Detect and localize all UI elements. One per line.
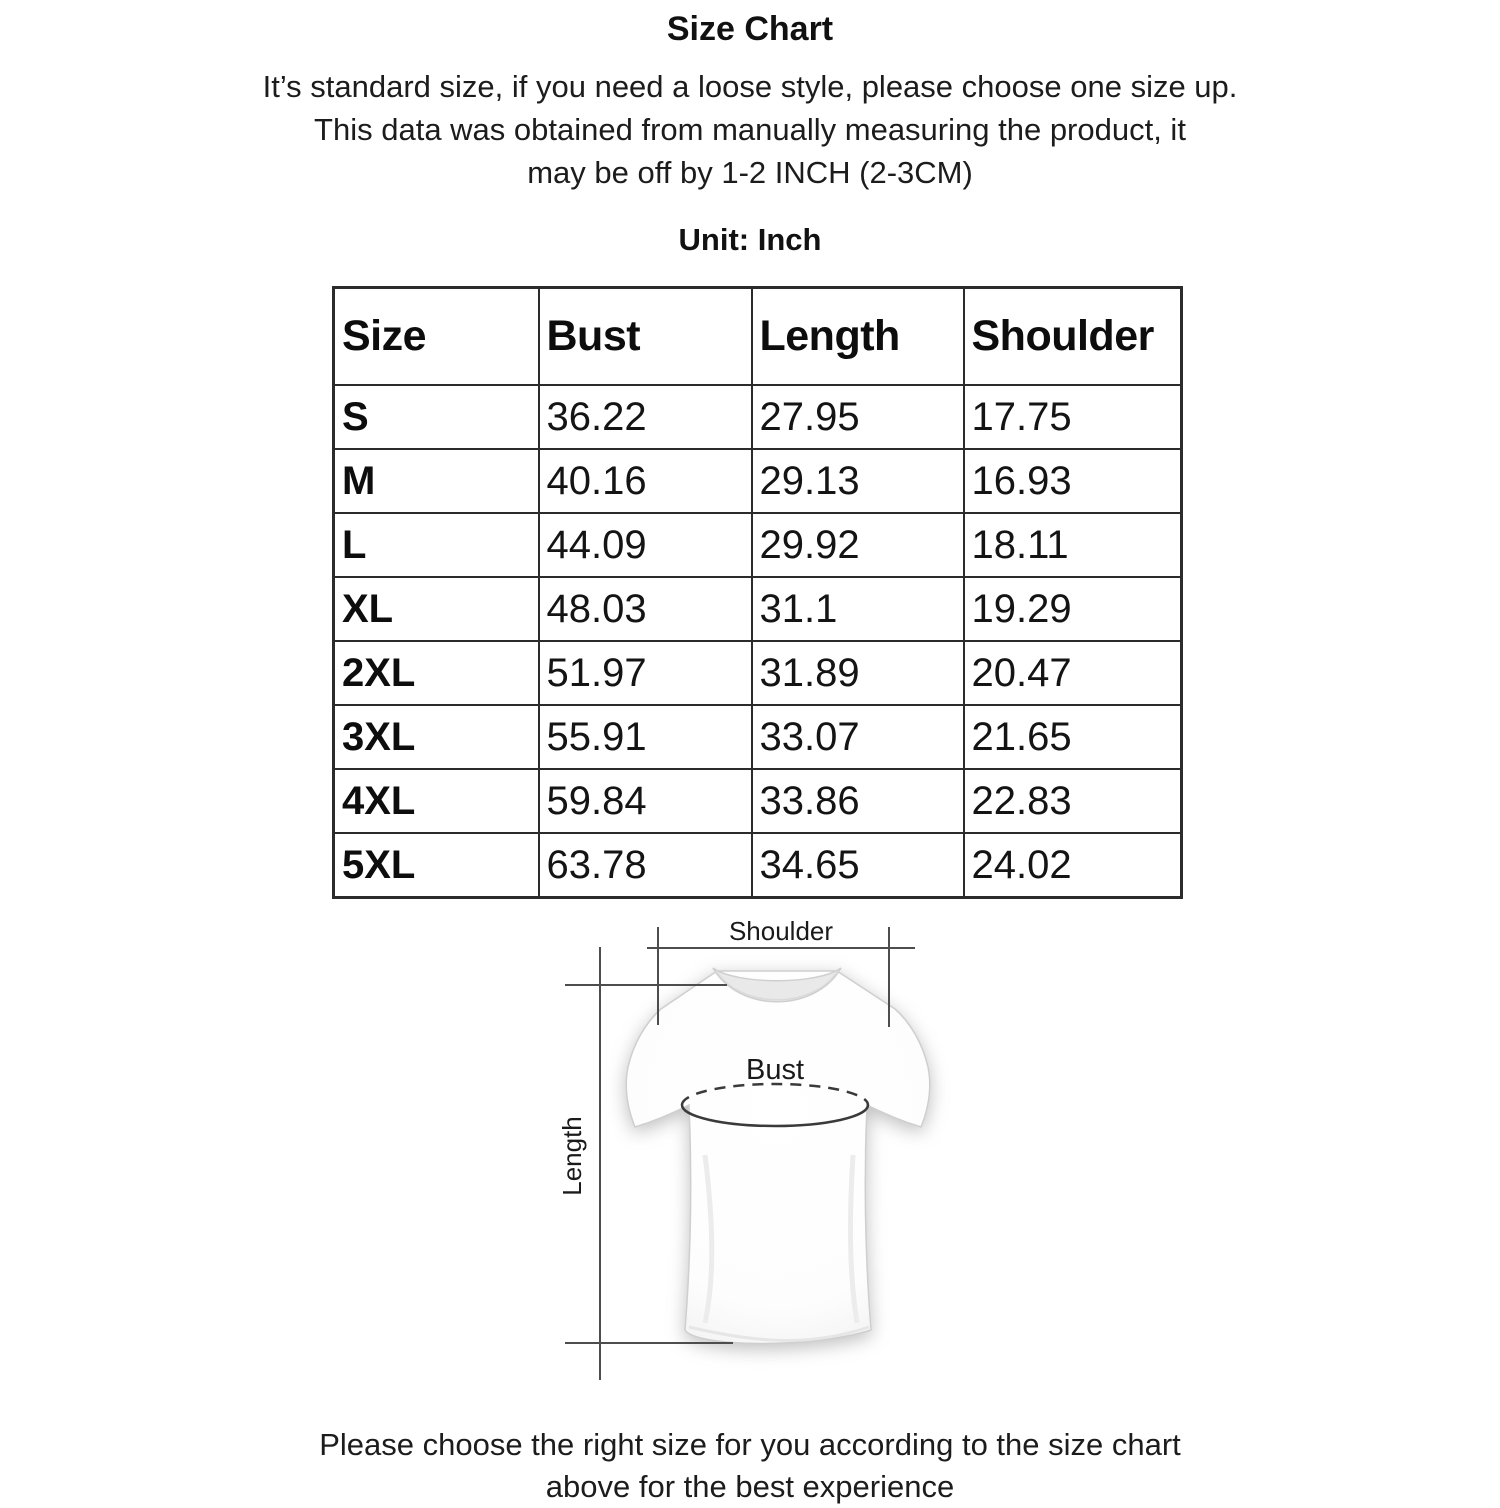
shoulder-value: 17.75 xyxy=(964,385,1182,449)
bust-value: 44.09 xyxy=(539,513,752,577)
shoulder-value: 18.11 xyxy=(964,513,1182,577)
shoulder-value: 24.02 xyxy=(964,833,1182,898)
bust-value: 55.91 xyxy=(539,705,752,769)
table-row xyxy=(334,385,1182,449)
disclaimer-line-3: may be off by 1-2 INCH (2-3CM) xyxy=(527,155,973,190)
tshirt-illustration xyxy=(626,968,930,1344)
tshirt-measurement-diagram xyxy=(555,915,955,1390)
size-value: 5XL xyxy=(334,833,539,898)
bust-value: 63.78 xyxy=(539,833,752,898)
table-header-row xyxy=(334,288,1182,386)
length-value: 31.89 xyxy=(752,641,964,705)
shoulder-value: 20.47 xyxy=(964,641,1182,705)
table-row xyxy=(334,577,1182,641)
length-value: 33.86 xyxy=(752,769,964,833)
disclaimer-line-1: It’s standard size, if you need a loose style, please choose one size up. xyxy=(262,69,1238,104)
column-header-shoulder: Shoulder xyxy=(964,288,1182,386)
bust-value: 51.97 xyxy=(539,641,752,705)
table-row xyxy=(334,833,1182,898)
length-value: 29.92 xyxy=(752,513,964,577)
column-header-size: Size xyxy=(334,288,539,386)
table-row xyxy=(334,449,1182,513)
length-value: 27.95 xyxy=(752,385,964,449)
footer-note xyxy=(0,1424,1500,1508)
shoulder-label: Shoulder xyxy=(728,916,834,946)
bust-value: 48.03 xyxy=(539,577,752,641)
table-row xyxy=(334,705,1182,769)
column-header-bust: Bust xyxy=(539,288,752,386)
bust-value: 59.84 xyxy=(539,769,752,833)
tshirt-diagram-svg xyxy=(555,915,955,1390)
disclaimer-line-2: This data was obtained from manually measuring the product, it xyxy=(314,112,1186,147)
bust-label: Bust xyxy=(745,1054,805,1086)
table-row xyxy=(334,769,1182,833)
tshirt-body xyxy=(626,971,930,1344)
size-value: 4XL xyxy=(334,769,539,833)
size-value: 3XL xyxy=(334,705,539,769)
length-label: Length xyxy=(557,1116,587,1196)
bust-value: 36.22 xyxy=(539,385,752,449)
length-value: 31.1 xyxy=(752,577,964,641)
column-header-length: Length xyxy=(752,288,964,386)
length-value: 33.07 xyxy=(752,705,964,769)
page-title: Size Chart xyxy=(666,10,834,48)
size-value: L xyxy=(334,513,539,577)
shoulder-value: 21.65 xyxy=(964,705,1182,769)
size-table xyxy=(332,286,1183,899)
size-value: M xyxy=(334,449,539,513)
bust-value: 40.16 xyxy=(539,449,752,513)
length-value: 29.13 xyxy=(752,449,964,513)
size-value: S xyxy=(334,385,539,449)
table-row xyxy=(334,513,1182,577)
unit-label: Unit: Inch xyxy=(678,222,822,257)
length-value: 34.65 xyxy=(752,833,964,898)
table-row xyxy=(334,641,1182,705)
shoulder-value: 19.29 xyxy=(964,577,1182,641)
size-value: XL xyxy=(334,577,539,641)
size-value: 2XL xyxy=(334,641,539,705)
size-disclaimer xyxy=(0,65,1500,194)
footer-line-1: Please choose the right size for you according to the size chart xyxy=(319,1427,1181,1462)
footer-line-2: above for the best experience xyxy=(545,1469,955,1504)
shoulder-value: 16.93 xyxy=(964,449,1182,513)
shoulder-value: 22.83 xyxy=(964,769,1182,833)
